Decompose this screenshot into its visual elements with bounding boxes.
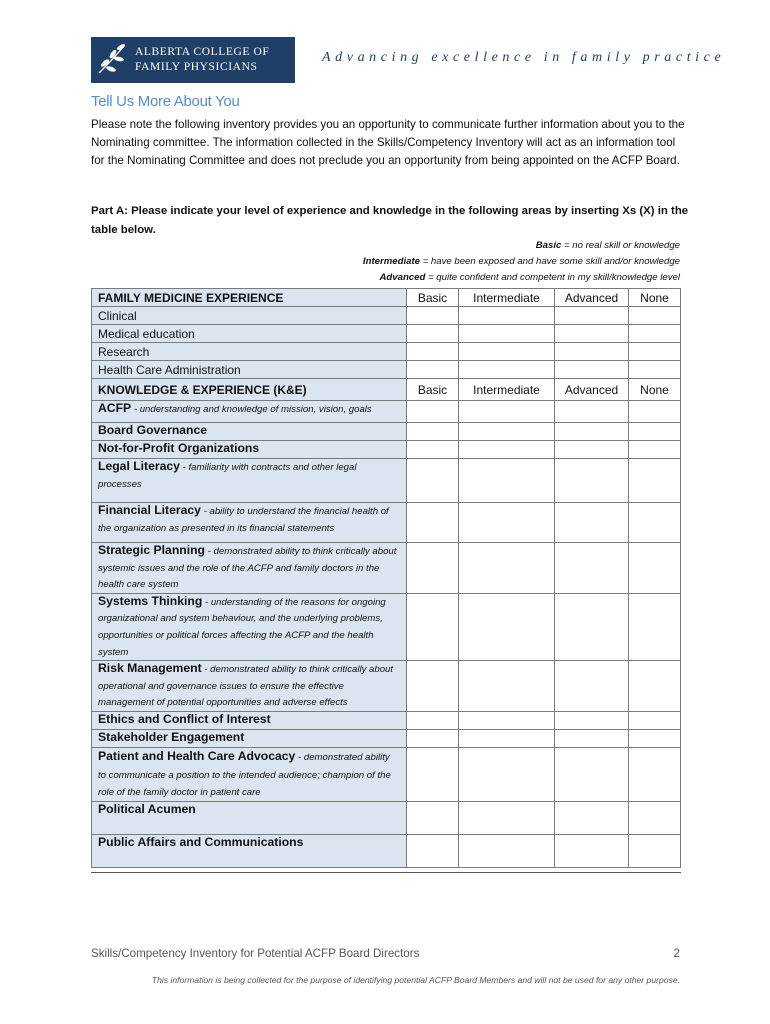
rating-cell[interactable] — [629, 747, 681, 801]
row-name: Financial Literacy — [98, 503, 201, 517]
logo-line-1: ALBERTA COLLEGE OF — [135, 46, 270, 58]
row-description: - demonstrated ability to think critically about operational and governance issues to ensure the effective management of potential opportunities and adverse effects — [98, 664, 394, 709]
rating-cell[interactable] — [629, 325, 681, 343]
table-row — [92, 343, 681, 361]
row-name: ACFP — [98, 401, 132, 415]
rating-cell[interactable] — [459, 711, 555, 729]
row-name: Stakeholder Engagement — [98, 729, 245, 744]
section-heading: KNOWLEDGE & EXPERIENCE (K&E) — [92, 379, 407, 401]
rating-cell[interactable] — [629, 343, 681, 361]
rating-cell[interactable] — [629, 711, 681, 729]
table-row — [92, 711, 681, 729]
rating-cell[interactable] — [407, 834, 459, 867]
row-name: Legal Literacy — [98, 459, 180, 473]
rating-cell[interactable] — [459, 307, 555, 325]
row-description: - understanding and knowledge of mission, vision, goals — [131, 404, 372, 415]
row-description: - understanding of the reasons for ongoing organizational and system behaviour, and the underlying problems, opportunities or political forces affecting the ACFP and the health system — [98, 596, 386, 658]
table-row — [92, 543, 681, 594]
footer-disclaimer: This information is being collected for the purpose of identifying potential ACFP Board Members and will not be used for any other purpose. — [151, 975, 680, 985]
rating-cell[interactable] — [629, 543, 681, 594]
rating-legend — [363, 238, 680, 286]
rating-cell[interactable] — [459, 543, 555, 594]
row-name: Board Governance — [98, 423, 208, 437]
footer-doc-title: Skills/Competency Inventory for Potential ACFP Board Directors — [91, 947, 420, 960]
rating-cell[interactable] — [407, 343, 459, 361]
row-label — [92, 747, 407, 801]
rating-cell[interactable] — [629, 441, 681, 459]
table-row — [92, 503, 681, 543]
row-label — [92, 459, 407, 503]
row-name: Systems Thinking — [98, 593, 203, 608]
rating-cell[interactable] — [555, 361, 629, 379]
table-row — [92, 423, 681, 441]
table-row — [92, 307, 681, 325]
table-row — [92, 459, 681, 503]
table-row — [92, 593, 681, 660]
rating-cell[interactable] — [555, 543, 629, 594]
rating-cell[interactable] — [459, 361, 555, 379]
table-row — [92, 401, 681, 423]
row-label — [92, 423, 407, 441]
row-label — [92, 543, 407, 594]
rating-cell[interactable] — [459, 401, 555, 423]
rating-cell[interactable] — [555, 423, 629, 441]
rating-cell[interactable] — [555, 503, 629, 543]
rating-cell[interactable] — [555, 307, 629, 325]
row-label: Clinical — [92, 307, 407, 325]
row-label — [92, 711, 407, 729]
rating-cell[interactable] — [407, 503, 459, 543]
rating-cell[interactable] — [629, 401, 681, 423]
table-row — [92, 729, 681, 747]
rating-cell[interactable] — [555, 459, 629, 503]
page-title: Tell Us More About You — [91, 93, 240, 110]
rating-cell[interactable] — [555, 711, 629, 729]
row-label — [92, 729, 407, 747]
rating-cell[interactable] — [459, 661, 555, 712]
rating-cell[interactable] — [459, 423, 555, 441]
row-label — [92, 503, 407, 543]
rating-cell[interactable] — [459, 343, 555, 361]
rating-cell[interactable] — [555, 661, 629, 712]
rating-cell[interactable] — [629, 423, 681, 441]
row-label — [92, 401, 407, 423]
rating-cell[interactable] — [407, 729, 459, 747]
column-header: Basic — [407, 289, 459, 307]
rating-cell[interactable] — [407, 325, 459, 343]
row-description: - demonstrated ability to think critically about systemic issues and the role of the ACFP and family doctors in the health care system — [98, 546, 397, 591]
row-label — [92, 593, 407, 660]
legend-basic: Basic = no real skill or knowledge — [535, 240, 680, 251]
rating-cell[interactable] — [407, 747, 459, 801]
column-header: Advanced — [555, 289, 629, 307]
rating-cell[interactable] — [459, 503, 555, 543]
row-name: Public Affairs and Communications — [98, 834, 304, 849]
rating-cell[interactable] — [459, 729, 555, 747]
row-description: - demonstrated ability to communicate a position to the intended audience; champion of the role of the family doctor in patient care — [98, 751, 391, 799]
rating-cell[interactable] — [555, 729, 629, 747]
column-header: Basic — [407, 379, 459, 401]
rating-cell[interactable] — [459, 459, 555, 503]
row-label — [92, 441, 407, 459]
row-name: Strategic Planning — [98, 543, 205, 557]
rating-cell[interactable] — [407, 593, 459, 660]
row-label — [92, 661, 407, 712]
table-row — [92, 325, 681, 343]
rating-cell[interactable] — [629, 729, 681, 747]
rating-cell[interactable] — [407, 711, 459, 729]
row-description: - familiarity with contracts and other legal processes — [98, 462, 357, 490]
rating-cell[interactable] — [459, 834, 555, 867]
rating-cell[interactable] — [407, 401, 459, 423]
section-heading: FAMILY MEDICINE EXPERIENCE — [92, 289, 407, 307]
intro-paragraph: Please note the following inventory provides you an opportunity to communicate further information about you to the Nominating committee. The information collected in the Skills/Competency Inventory will act as an information tool for the Nominating Committee and does not preclude you an opportunity from being appointed on the ACFP Board. — [91, 118, 685, 168]
table-header-row — [92, 379, 681, 401]
acfp-logo — [91, 37, 295, 83]
rating-cell[interactable] — [459, 593, 555, 660]
row-description: - ability to understand the financial health of the organization as presented in its financial statements — [98, 506, 389, 534]
rating-cell[interactable] — [555, 441, 629, 459]
row-name: Political Acumen — [98, 801, 196, 816]
rating-cell[interactable] — [629, 307, 681, 325]
rating-cell[interactable] — [459, 325, 555, 343]
footer-divider — [91, 872, 681, 873]
column-header: Advanced — [555, 379, 629, 401]
logo-line-2: FAMILY PHYSICIANS — [135, 61, 258, 73]
tagline: Advancing excellence in family practice — [322, 50, 726, 65]
rating-cell[interactable] — [407, 361, 459, 379]
column-header: Intermediate — [459, 379, 555, 401]
rating-cell[interactable] — [555, 325, 629, 343]
rating-cell[interactable] — [629, 503, 681, 543]
table-row — [92, 661, 681, 712]
rating-cell[interactable] — [407, 423, 459, 441]
column-header: None — [629, 379, 681, 401]
part-a-instructions: Part A: Please indicate your level of experience and knowledge in the following areas by inserting Xs (X) in the table below. — [91, 205, 689, 236]
rating-cell[interactable] — [629, 593, 681, 660]
row-name: Risk Management — [98, 661, 202, 676]
row-label — [92, 801, 407, 834]
page-number: 2 — [673, 947, 680, 960]
table-row — [92, 441, 681, 459]
row-label: Health Care Administration — [92, 361, 407, 379]
rating-cell[interactable] — [555, 593, 629, 660]
table-header-row — [92, 289, 681, 307]
table-row — [92, 801, 681, 834]
rating-cell[interactable] — [459, 441, 555, 459]
rating-cell[interactable] — [555, 401, 629, 423]
legend-advanced: Advanced = quite confident and competent in my skill/knowledge level — [379, 272, 680, 283]
rating-cell[interactable] — [629, 661, 681, 712]
rating-cell[interactable] — [407, 307, 459, 325]
column-header: None — [629, 289, 681, 307]
rating-cell[interactable] — [629, 361, 681, 379]
row-name: Ethics and Conflict of Interest — [98, 711, 271, 726]
rating-cell[interactable] — [407, 661, 459, 712]
rating-cell[interactable] — [407, 543, 459, 594]
rating-cell[interactable] — [555, 343, 629, 361]
legend-intermediate: Intermediate = have been exposed and have some skill and/or knowledge — [362, 256, 680, 267]
rating-cell[interactable] — [407, 459, 459, 503]
column-header: Intermediate — [459, 289, 555, 307]
row-name: Patient and Health Care Advocacy — [98, 748, 296, 763]
rating-cell[interactable] — [629, 834, 681, 867]
table-row — [92, 361, 681, 379]
row-label: Research — [92, 343, 407, 361]
rating-cell[interactable] — [407, 801, 459, 834]
inventory-table — [91, 288, 681, 868]
rating-cell[interactable] — [407, 441, 459, 459]
table-row — [92, 747, 681, 801]
row-label — [92, 834, 407, 867]
rating-cell[interactable] — [555, 834, 629, 867]
row-name: Not-for-Profit Organizations — [98, 441, 260, 455]
table-row — [92, 834, 681, 867]
rating-cell[interactable] — [459, 801, 555, 834]
rating-cell[interactable] — [629, 459, 681, 503]
rating-cell[interactable] — [629, 801, 681, 834]
rating-cell[interactable] — [555, 801, 629, 834]
rating-cell[interactable] — [555, 747, 629, 801]
rating-cell[interactable] — [459, 747, 555, 801]
leaf-branch-icon — [91, 37, 131, 83]
row-label: Medical education — [92, 325, 407, 343]
